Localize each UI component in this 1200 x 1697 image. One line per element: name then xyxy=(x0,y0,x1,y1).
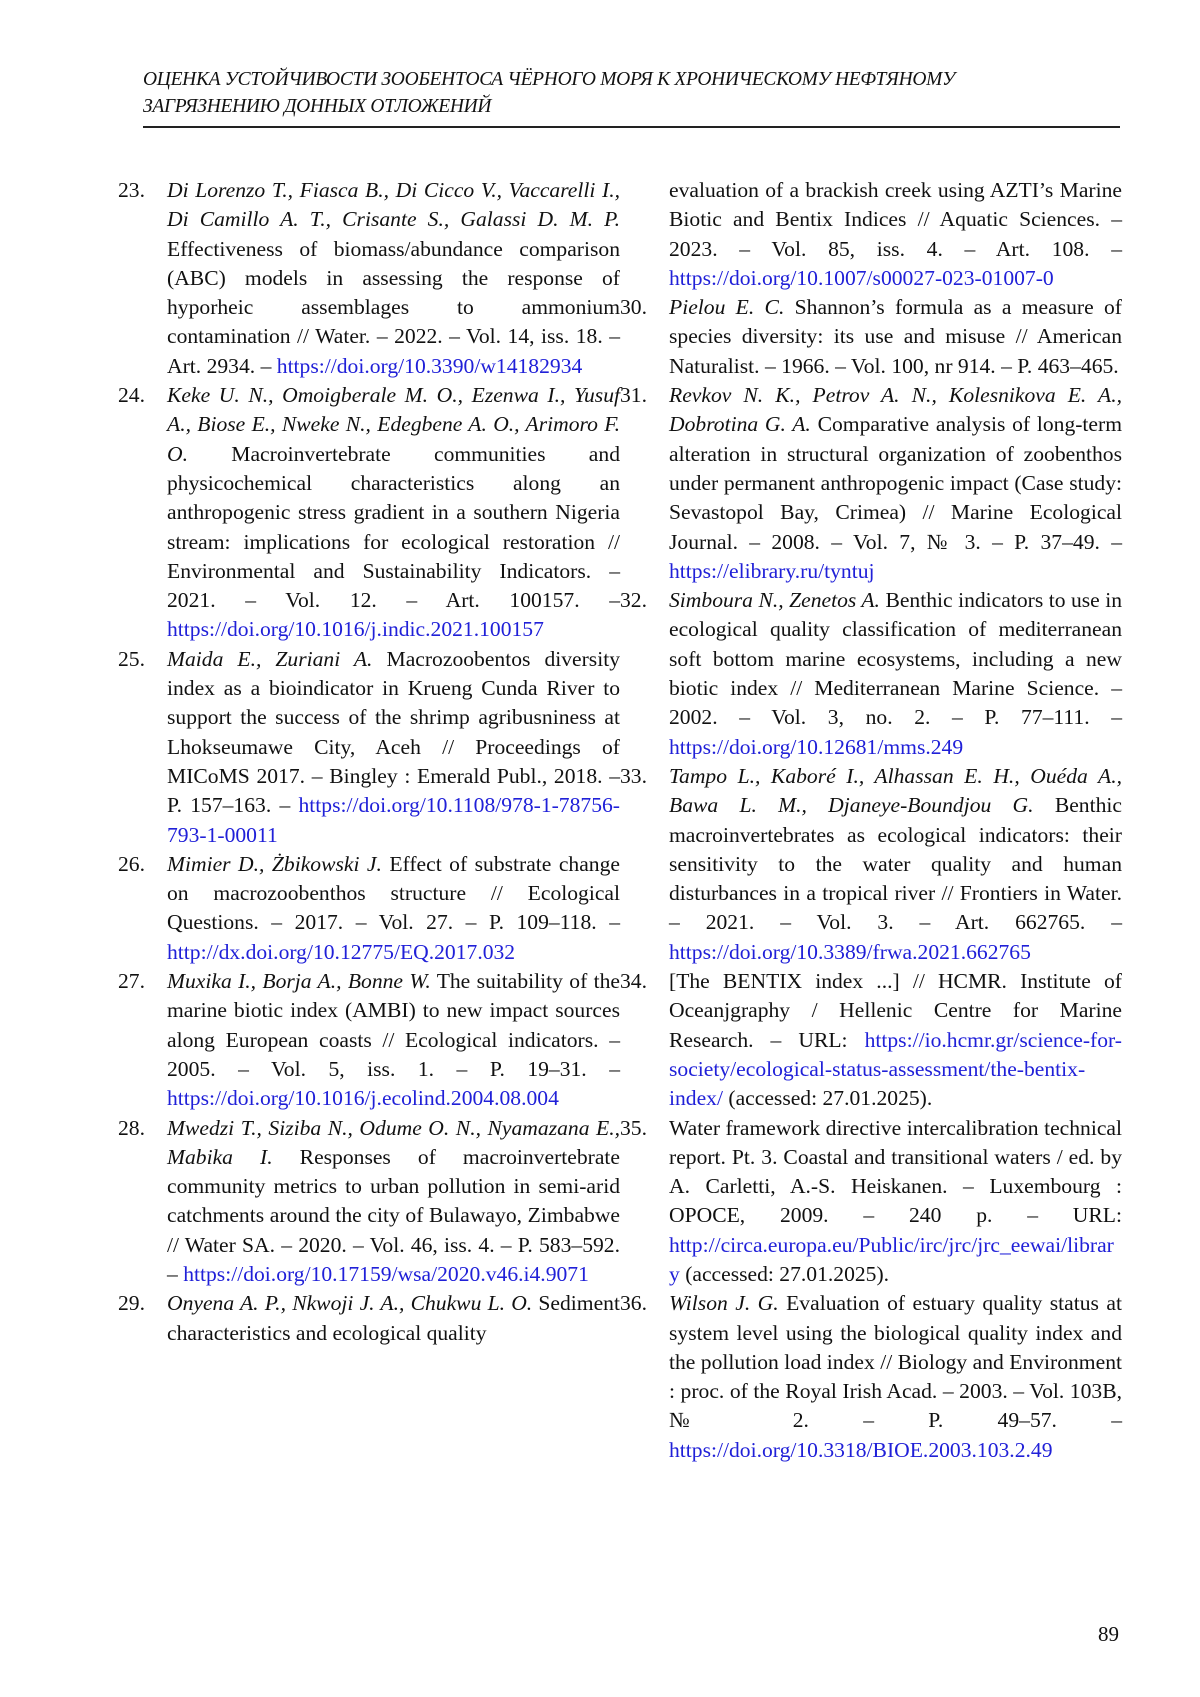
reference-text: Benthic indicators to use in ecological quality classification of mediterranean soft bottom marine ecosystems, including a new biotic index // Mediterranean Marine Science. – 2002. – Vol. 3, no. 2. – P. 77–111. – xyxy=(669,588,1123,730)
reference-text: evaluation of a brackish creek using AZTI’s Marine Biotic and Bentix Indices // Aquatic Sciences. – 2023. – Vol. 85, iss. 4. – Art. 108. – xyxy=(669,178,1122,261)
reference-text: Macroinvertebrate communities and physicochemical characteristics along an anthropogenic stress gradient in a southern Nigeria stream: implications for ecological restoration // Environmental and Sustainability Indicators. – 2021. – Vol. 12. – Art. 100157. – xyxy=(167,441,620,613)
reference-link[interactable]: https://doi.org/10.1016/j.indic.2021.100157 xyxy=(167,617,544,642)
reference-text: (accessed: 27.01.2025). xyxy=(722,1086,933,1111)
reference-link[interactable]: https://doi.org/10.1007/s00027-023-01007-0 xyxy=(669,265,1054,290)
reference-number: 30. xyxy=(620,295,647,320)
reference-text: (accessed: 27.01.2025). xyxy=(679,1261,890,1286)
running-header-line-2: ЗАГРЯЗНЕНИЮ ДОННЫХ ОТЛОЖЕНИЙ xyxy=(143,96,492,117)
reference-authors: Mimier D., Żbikowski J. xyxy=(167,851,382,876)
reference-text: Shannon’s formula as a measure of species diversity: its use and misuse // American Naturalist. – 1966. – Vol. 100, nr 914. – P. 463–465. xyxy=(669,295,1122,378)
running-header-line-1: ОЦЕНКА УСТОЙЧИВОСТИ ЗООБЕНТОСА ЧЁРНОГО МОРЯ К ХРОНИЧЕСКОМУ НЕФТЯНОМУ xyxy=(143,69,955,90)
reference-link[interactable]: https://doi.org/10.1016/j.ecolind.2004.08.004 xyxy=(167,1086,559,1111)
reference-number: 29. xyxy=(118,1291,145,1316)
reference-item xyxy=(118,850,620,967)
reference-number: 28. xyxy=(118,1115,145,1140)
reference-authors: Revkov N. K., Petrov A. N., Kolesnikova E. A., Dobrotina G. A. xyxy=(669,383,1122,437)
reference-item xyxy=(620,1289,1122,1465)
reference-authors: Maida E., Zuriani A. xyxy=(167,646,373,671)
reference-item xyxy=(620,176,1122,293)
reference-item xyxy=(620,586,1122,762)
reference-text: Effectiveness of biomass/abundance comparison (ABC) models in assessing the response of hyporheic assemblages to ammonium contamination // Water. – 2022. – Vol. 14, iss. 18. – Art. 2934. – xyxy=(167,236,620,378)
reference-authors: Tampo L., Kaboré I., Alhassan E. H., Ouéda A., Bawa L. M., Djaneye-Boundjou G. xyxy=(669,763,1122,818)
reference-link[interactable]: https://doi.org/10.3389/frwa.2021.662765 xyxy=(669,939,1031,964)
reference-text: Macrozoobentos diversity index as a bioindicator in Krueng Cunda River to support the success of the shrimp agribusniness at Lhokseumawe City, Aceh // Proceedings of MICoMS 2017. – Bingley : Emerald Publ., 2018. – P. 157–163. – xyxy=(167,646,621,818)
reference-item xyxy=(118,1114,620,1290)
reference-link[interactable]: http://circa.europa.eu/Public/irc/jrc/jrc_eewai/library xyxy=(669,1232,1114,1286)
reference-authors: Onyena A. P., Nkwoji J. A., Chukwu L. O. xyxy=(167,1291,533,1316)
reference-number: 36. xyxy=(620,1291,647,1316)
reference-item xyxy=(620,293,1122,381)
reference-link[interactable]: https://elibrary.ru/tyntuj xyxy=(669,558,875,583)
reference-link[interactable]: http://dx.doi.org/10.12775/EQ.2017.032 xyxy=(167,939,516,964)
reference-number: 34. xyxy=(620,969,647,994)
reference-authors: Muxika I., Borja A., Bonne W. xyxy=(167,969,431,994)
reference-link[interactable]: https://doi.org/10.3318/BIOE.2003.103.2.49 xyxy=(669,1437,1053,1462)
reference-item xyxy=(118,381,620,645)
reference-link[interactable]: https://doi.org/10.12681/mms.249 xyxy=(669,734,964,759)
reference-text: Responses of macroinvertebrate community metrics to urban pollution in semi-arid catchments around the city of Bulawayo, Zimbabwe // Water SA. – 2020. – Vol. 46, iss. 4. – P. 583–592. – xyxy=(167,1144,620,1286)
reference-item xyxy=(620,381,1122,586)
reference-authors: Keke U. N., Omoigberale M. O., Ezenwa I., Yusuf A., Biose E., Nweke N., Edegbene A. O., Arimoro F. O. xyxy=(167,383,620,466)
reference-item xyxy=(620,967,1122,1113)
reference-number: 27. xyxy=(118,969,145,994)
reference-authors: Simboura N., Zenetos A. xyxy=(669,588,880,613)
reference-link[interactable]: https://io.hcmr.gr/science-for-society/ecological-status-assessment/the-bentix-index/ xyxy=(669,1027,1122,1111)
reference-number: 33. xyxy=(620,763,647,788)
reference-number: 31. xyxy=(620,383,647,408)
reference-number: 32. xyxy=(620,588,647,613)
reference-number: 23. xyxy=(118,178,145,202)
reference-text: Comparative analysis of long-term alteration in structural organization of zoobenthos under permanent anthropogenic impact (Case study: Sevastopol Bay, Crimea) // Marine Ecological Journal. – 2008. – Vol. 7, № 3. – P. 37–49. – xyxy=(669,412,1123,554)
reference-link[interactable]: https://doi.org/10.17159/wsa/2020.v46.i4.9071 xyxy=(183,1261,589,1286)
reference-number: 26. xyxy=(118,851,145,876)
reference-number: 35. xyxy=(620,1115,647,1140)
reference-text: Evaluation of estuary quality status at system level using the biological quality index and the pollution load index // Biology and Environment : proc. of the Royal Irish Acad. – 2003. – Vol. 103B, № 2. – P. 49–57. – xyxy=(669,1291,1122,1433)
reference-item xyxy=(118,1289,620,1348)
reference-item xyxy=(620,762,1122,967)
reference-item xyxy=(118,645,620,850)
running-header xyxy=(143,66,1120,128)
reference-text: Water framework directive intercalibration technical report. Pt. 3. Coastal and transitional waters / ed. by A. Carletti, A.-S. Heiskanen. – Luxembourg : OPOCE, 2009. – 240 p. – URL: xyxy=(669,1115,1122,1228)
reference-item xyxy=(620,1114,1122,1290)
reference-text: The suitability of the marine biotic index (AMBI) to new impact sources along European coasts // Ecological indicators. – 2005. – Vol. 5, iss. 1. – P. 19–31. – xyxy=(167,969,620,1081)
reference-number: 24. xyxy=(118,383,145,408)
references-left-column xyxy=(118,176,620,1348)
reference-authors: Mwedzi T., Siziba N., Odume O. N., Nyamazana E., Mabika I. xyxy=(167,1115,620,1169)
reference-authors: Di Lorenzo T., Fiasca B., Di Cicco V., Vaccarelli I., Di Camillo A. T., Crisante S., Galassi D. M. P. xyxy=(167,178,620,232)
reference-text: Sediment characteristics and ecological quality xyxy=(167,1291,620,1345)
reference-item xyxy=(118,967,620,1113)
reference-item xyxy=(118,176,620,381)
reference-link[interactable]: https://doi.org/10.3390/w14182934 xyxy=(276,353,583,378)
references-right-column xyxy=(620,176,1122,1465)
reference-text: [The BENTIX index ...] // HCMR. Institute of Oceanjgraphy / Hellenic Centre for Marine Research. – URL: xyxy=(669,969,1122,1052)
reference-text: Benthic macroinvertebrates as ecological indicators: their sensitivity to the water quality and human disturbances in a tropical river // Frontiers in Water. – 2021. – Vol. 3. – Art. 662765. – xyxy=(669,793,1122,935)
reference-authors: Pielou E. C. xyxy=(669,295,785,320)
reference-number: 25. xyxy=(118,646,145,671)
reference-authors: Wilson J. G. xyxy=(669,1291,779,1316)
reference-link[interactable]: https://doi.org/10.1108/978-1-78756-793-1-00011 xyxy=(167,793,620,847)
page-number: 89 xyxy=(1098,1622,1119,1646)
reference-text: Effect of substrate change on macrozoobenthos structure // Ecological Questions. – 2017. – Vol. 27. – P. 109–118. – xyxy=(167,851,620,935)
